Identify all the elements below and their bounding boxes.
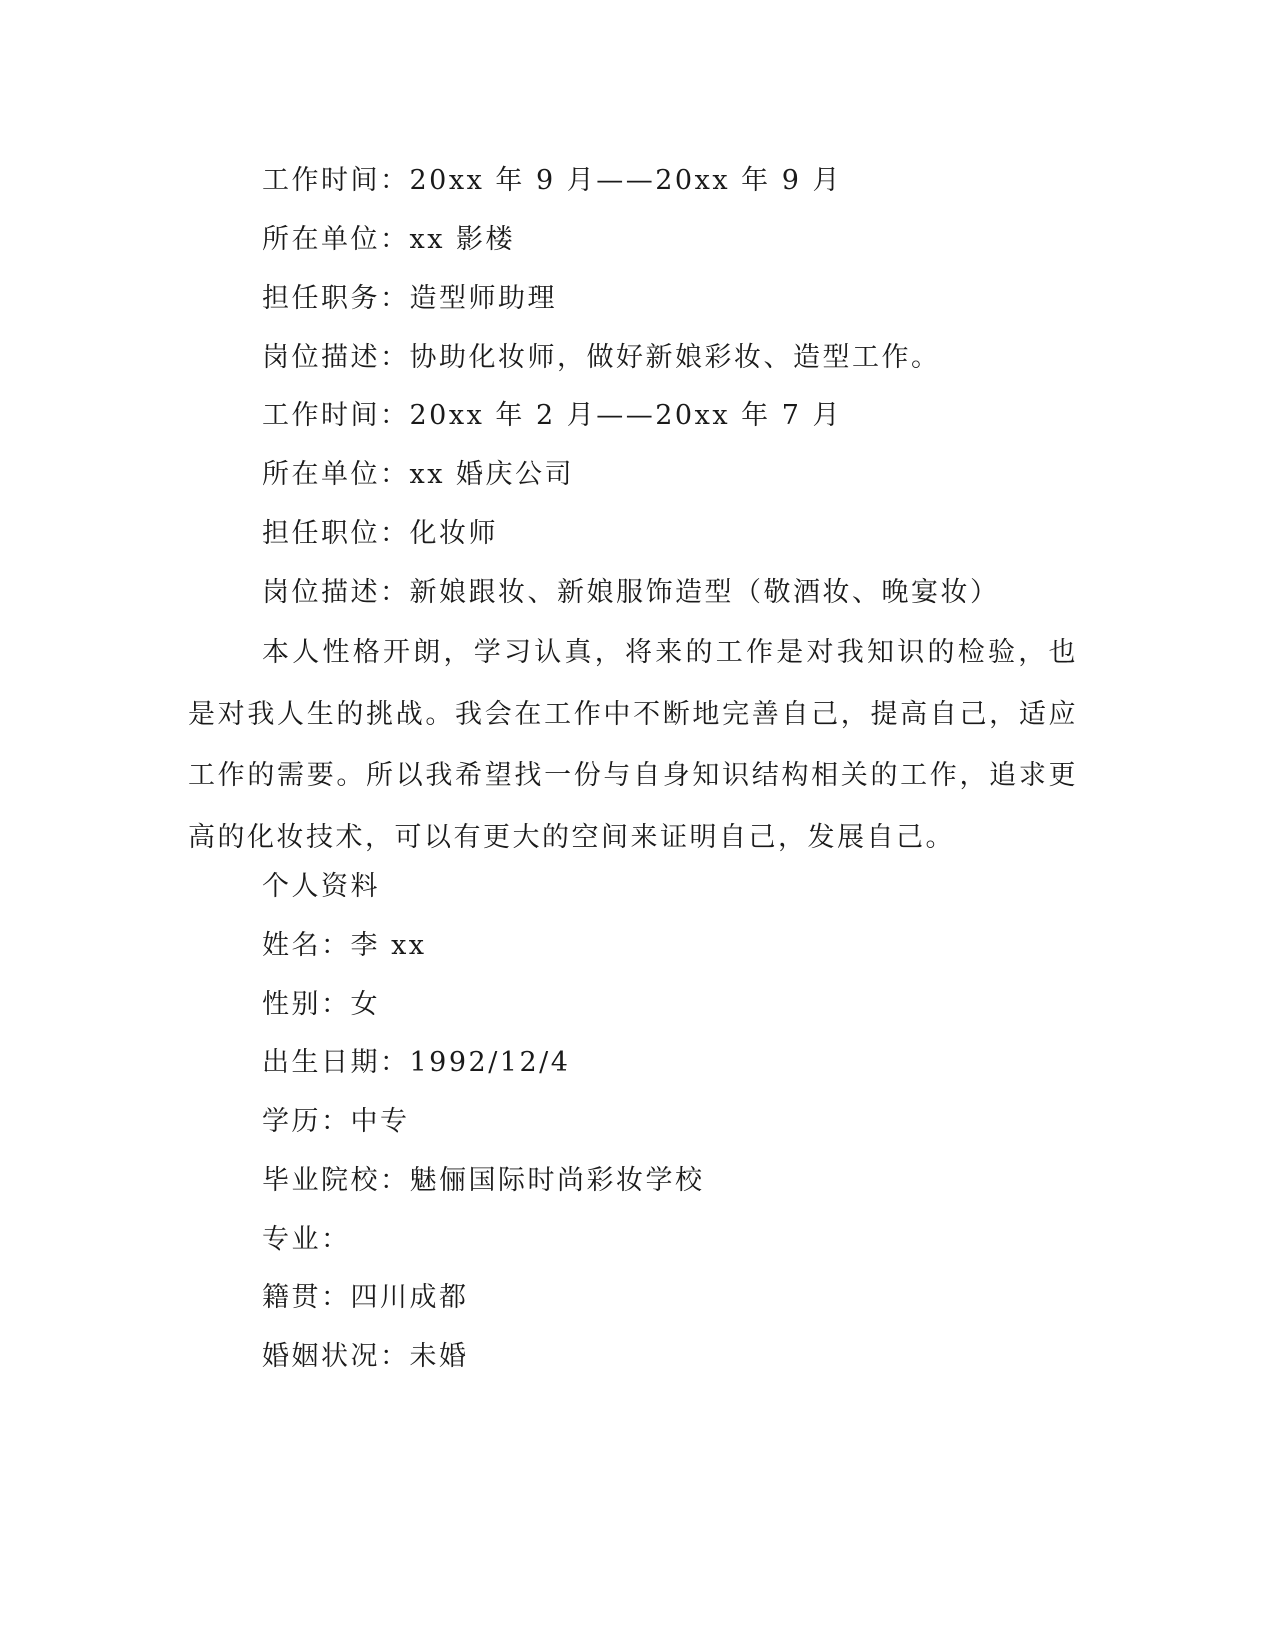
- work-period-1: 工作时间：20xx 年 9 月——20xx 年 9 月: [262, 165, 842, 196]
- work-description-1: 岗位描述：协助化妆师，做好新娘彩妆、造型工作。: [262, 342, 941, 373]
- work-position-2: 担任职位：化妆师: [262, 518, 498, 549]
- work-position-1: 担任职务：造型师助理: [262, 283, 557, 314]
- work-company-2: 所在单位：xx 婚庆公司: [262, 459, 575, 490]
- personal-birth-date: 出生日期：1992/12/4: [262, 1047, 571, 1078]
- work-description-2: 岗位描述：新娘跟妆、新娘服饰造型（敬酒妆、晚宴妆）: [262, 577, 1000, 608]
- personal-info-heading: 个人资料: [262, 871, 380, 902]
- work-period-2: 工作时间：20xx 年 2 月——20xx 年 7 月: [262, 400, 842, 431]
- personal-marital-status: 婚姻状况：未婚: [262, 1341, 469, 1372]
- personal-school: 毕业院校：魅俪国际时尚彩妆学校: [262, 1165, 705, 1196]
- personal-education: 学历：中专: [262, 1106, 410, 1137]
- self-evaluation-paragraph: 本人性格开朗，学习认真，将来的工作是对我知识的检验，也是对我人生的挑战。我会在工作中不断地完善自己，提高自己，适应工作的需要。所以我希望找一份与自身知识结构相关的工作，追求更高的化妆技术，可以有更大的空间来证明自己，发展自己。: [188, 637, 1078, 853]
- personal-gender: 性别：女: [262, 989, 380, 1020]
- personal-major: 专业：: [262, 1224, 351, 1255]
- personal-hometown: 籍贯：四川成都: [262, 1282, 469, 1313]
- work-company-1: 所在单位：xx 影楼: [262, 224, 516, 255]
- personal-name: 姓名：李 xx: [262, 930, 427, 961]
